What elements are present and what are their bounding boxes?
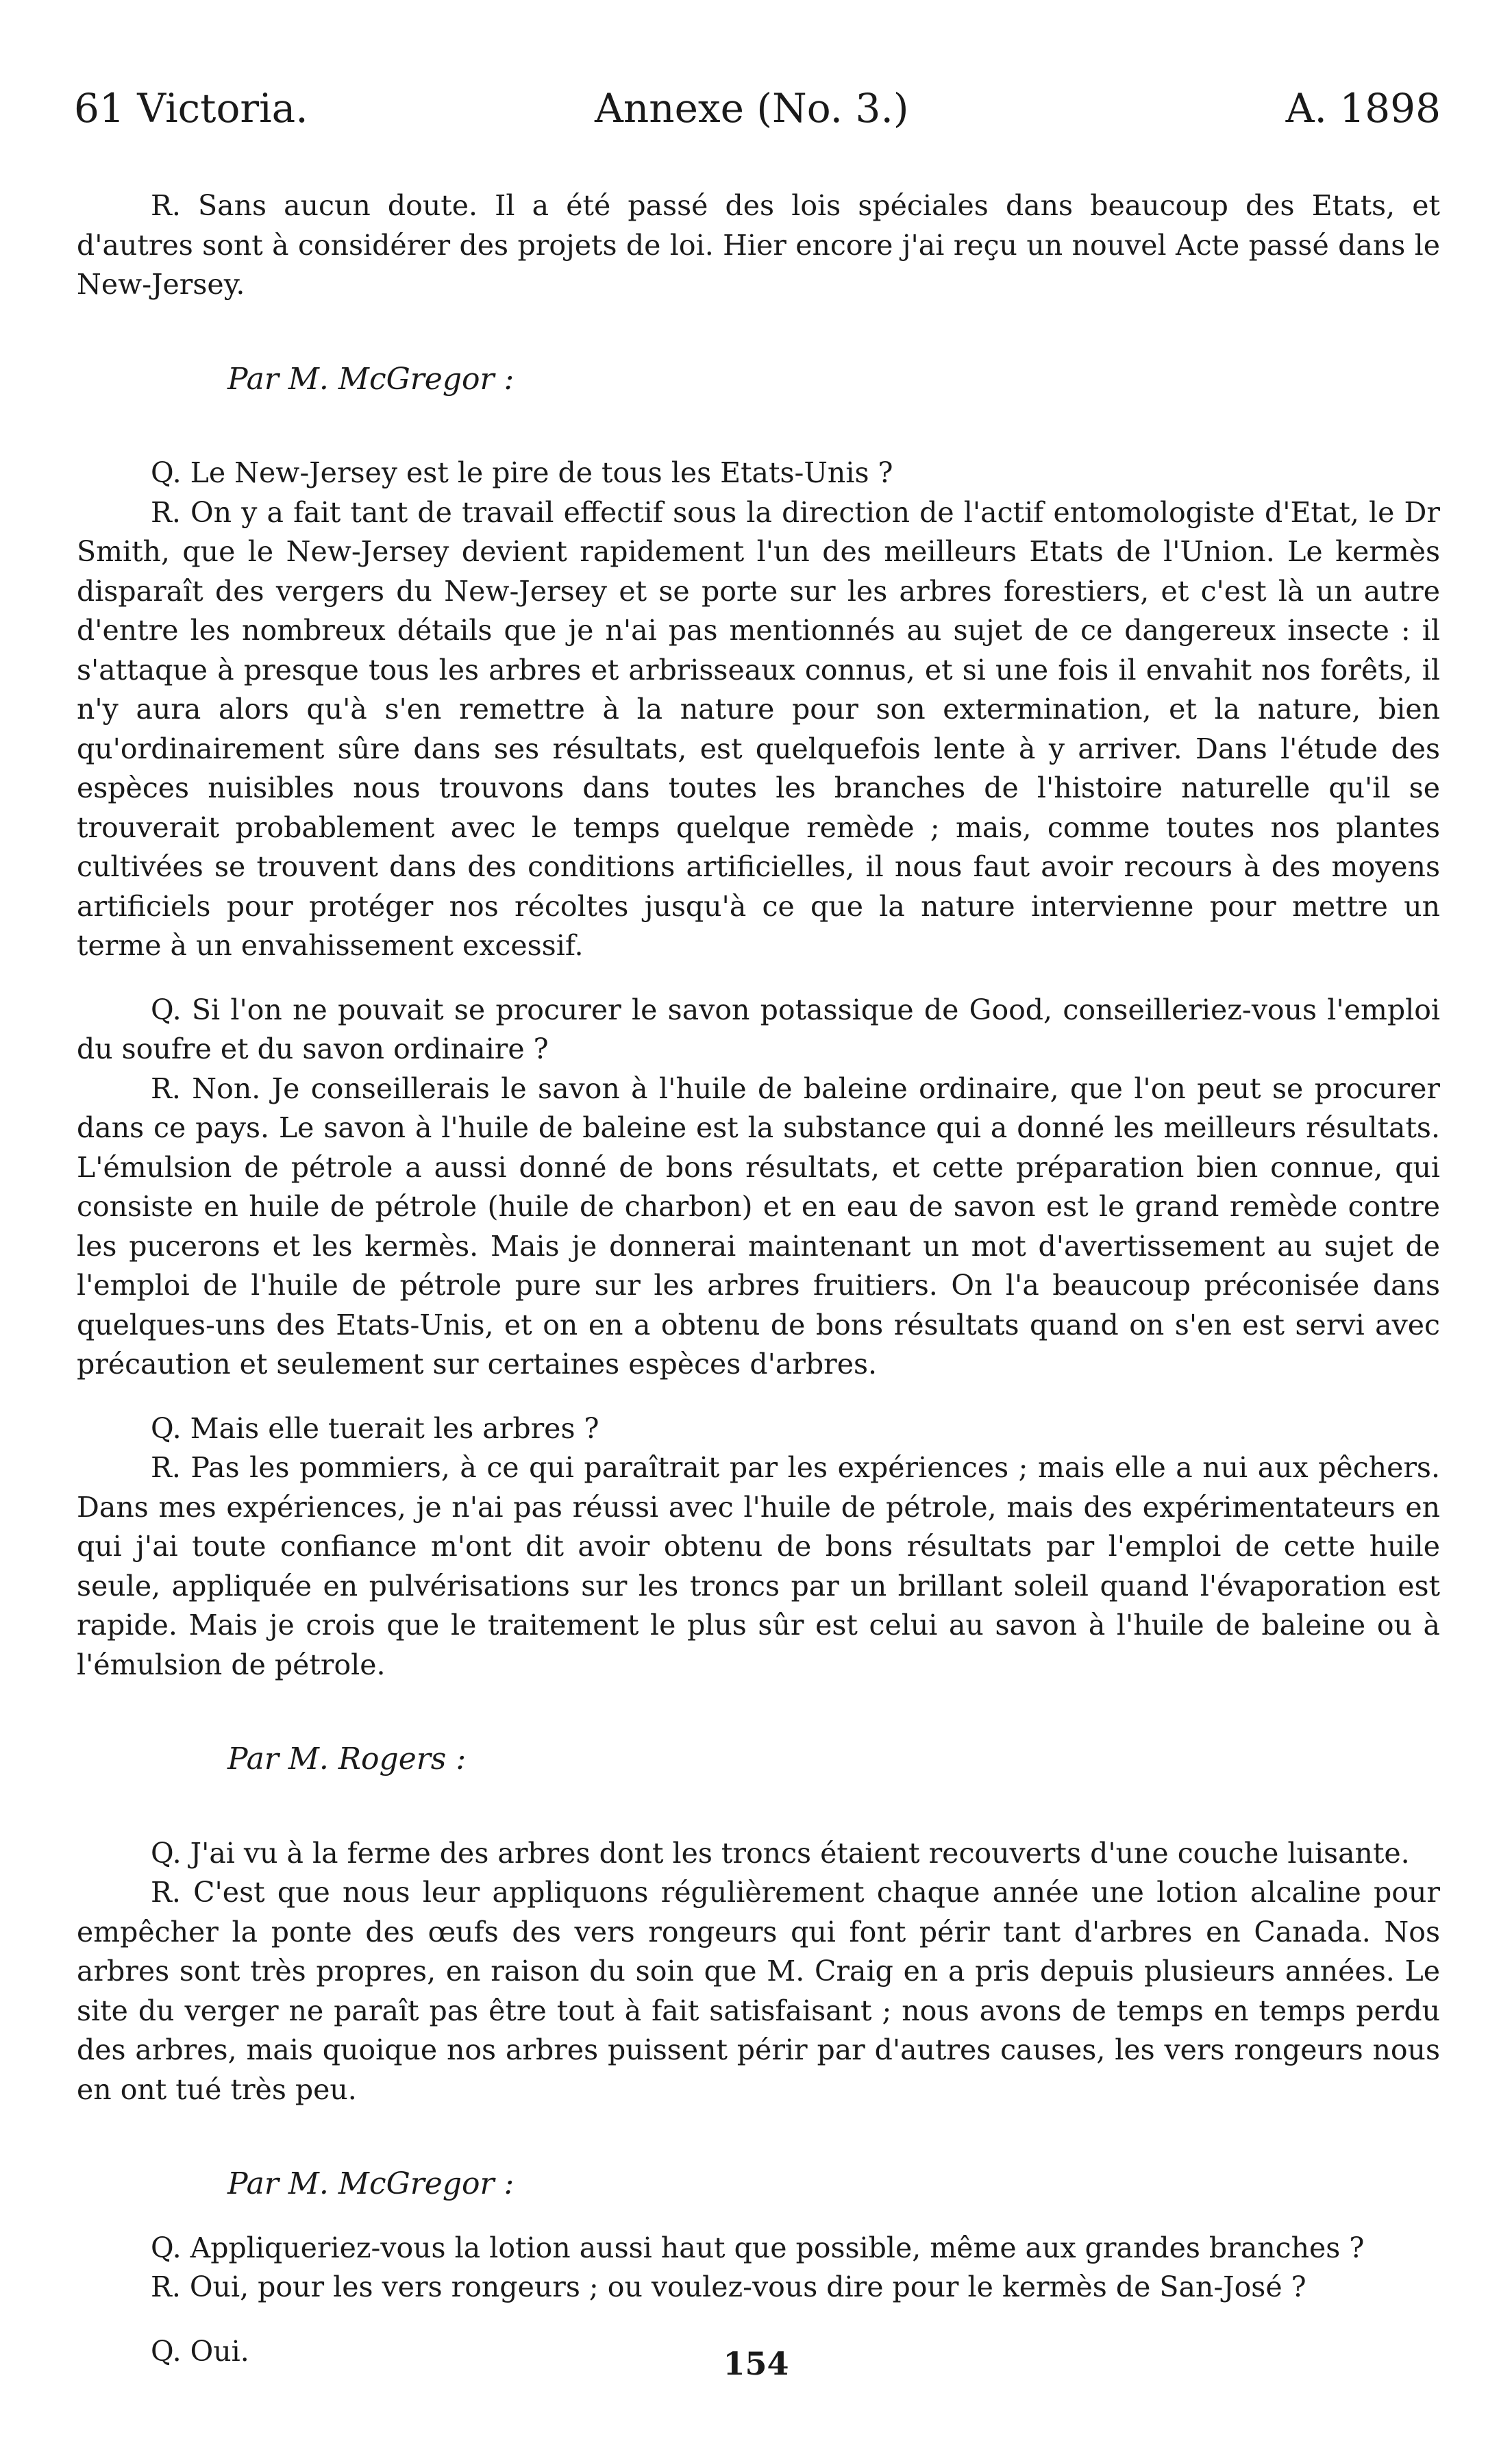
answer: R. Pas les pommiers, à ce qui paraîtrait par les expériences ; mais elle a nui aux pêchers. Dans mes expériences, je n'ai pas réussi avec l'huile de pétrole, mais des expérimentateurs en qui j'ai toute confiance m'ont dit avoir obtenu de bons résultats par l'emploi de cette huile seule, appliquée en pulvérisations sur les troncs par un brillant soleil quand l'évaporation est rapide. Mais je crois que le traitement le plus sûr est celui au savon à l'huile de baleine ou à l'émulsion de pétrole. [77,1451,1440,1681]
speaker-heading: Par M. McGregor : [227,2166,515,2201]
question: Q. Oui. [151,2334,249,2368]
running-header [74,81,1441,136]
question: Q. Appliqueriez-vous la lotion aussi haut que possible, même aux grandes branches ? [151,2231,1365,2264]
page-number: 154 [723,2345,789,2382]
header-session: 61 Victoria. [74,85,308,132]
question: Q. Mais elle tuerait les arbres ? [151,1411,599,1445]
header-year: A. 1898 [1285,85,1441,132]
question: Q. J'ai vu à la ferme des arbres dont les troncs étaient recouverts d'une couche luisante. [151,1836,1410,1870]
header-annex: Annexe (No. 3.) [595,85,909,132]
answer: R. Non. Je conseillerais le savon à l'huile de baleine ordinaire, que l'on peut se procurer dans ce pays. Le savon à l'huile de baleine est la substance qui a donné les meilleurs résultats. L'émulsion de pétrole a aussi donné de bons résultats, et cette préparation bien connue, qui consiste en huile de pétrole (huile de charbon) et en eau de savon est le grand remède contre les pucerons et les kermès. Mais je donnerai maintenant un mot d'avertissement au sujet de l'emploi de l'huile de pétrole pure sur les arbres fruitiers. On l'a beaucoup préconisée dans quelques-uns des Etats-Unis, et on en a obtenu de bons résultats quand on s'en est servi avec précaution et seulement sur certaines espèces d'arbres. [77,1072,1440,1381]
question: Q. Si l'on ne pouvait se procurer le savon potassique de Good, conseilleriez-vous l'emploi du soufre et du savon ordinaire ? [77,993,1440,1065]
question: Q. Le New-Jersey est le pire de tous les Etats-Unis ? [151,456,893,489]
paragraph: R. Sans aucun doute. Il a été passé des lois spéciales dans beaucoup des Etats, et d'autres sont à considérer des projets de loi. Hier encore j'ai reçu un nouvel Acte passé dans le New-Jersey. [77,189,1440,301]
answer: R. Oui, pour les vers rongeurs ; ou voulez-vous dire pour le kermès de San-José ? [151,2270,1306,2303]
speaker-heading: Par M. McGregor : [227,361,515,397]
speaker-heading: Par M. Rogers : [227,1742,467,1776]
answer: R. C'est que nous leur appliquons régulièrement chaque année une lotion alcaline pour empêcher la ponte des œufs des vers rongeurs qui font périr tant d'arbres en Canada. Nos arbres sont très propres, en raison du soin que M. Craig en a pris depuis plusieurs années. Le site du verger ne paraît pas être tout à fait satisfaisant ; nous avons de temps en temps perdu des arbres, mais quoique nos arbres puissent périr par d'autres causes, les vers rongeurs nous en ont tué très peu. [77,1876,1440,2106]
answer: R. On y a fait tant de travail effectif sous la direction de l'actif entomologiste d'Etat, le Dr Smith, que le New-Jersey devient rapidement l'un des meilleurs Etats de l'Union. Le kermès disparaît des vergers du New-Jersey et se porte sur les arbres forestiers, et c'est là un autre d'entre les nombreux détails que je n'ai pas mentionnés au sujet de ce dangereux insecte : il s'attaque à presque tous les arbres et arbrisseaux connus, et si une fois il envahit nos forêts, il n'y aura alors qu'à s'en remettre à la nature pour son extermination, et la nature, bien qu'ordinairement sûre dans ses résultats, est quelquefois lente à y arriver. Dans l'étude des espèces nuisibles nous trouvons dans toutes les branches de l'histoire naturelle qu'il se trouverait probablement avec le temps quelque remède ; mais, comme toutes nos plantes cultivées se trouvent dans des conditions artificielles, il nous faut avoir recours à des moyens artificiels pour protéger nos récoltes jusqu'à ce que la nature intervienne pour mettre un terme à un envahissement excessif. [77,495,1440,962]
body-text [77,186,1440,2371]
